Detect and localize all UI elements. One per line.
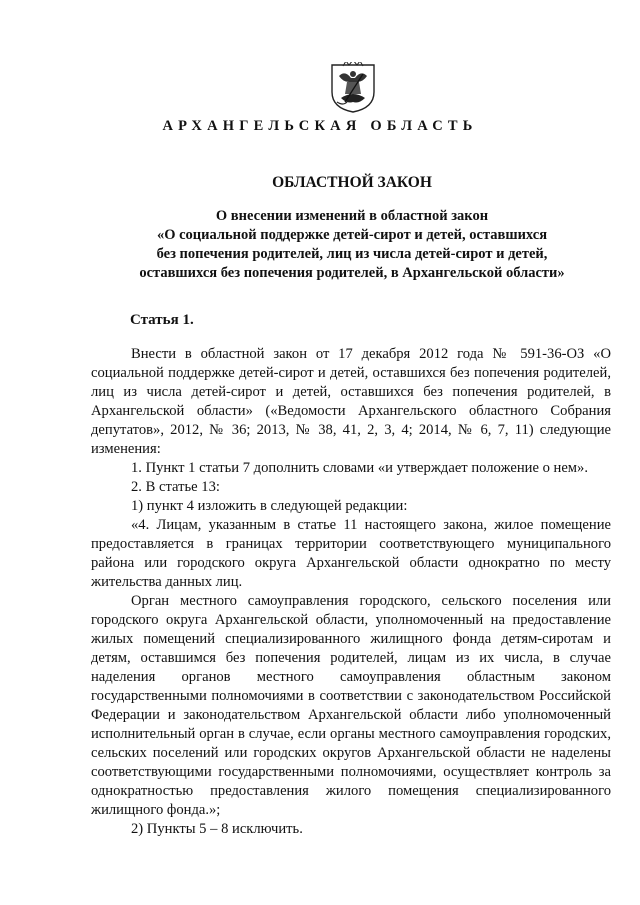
paragraph: 1) пункт 4 изложить в следующей редакции: (131, 498, 408, 514)
law-title-line: О внесении изменений в областной закон (215, 208, 489, 224)
paragraph: «4. Лицам, указанным в статье 11 настоящего закона, жилое помещение предоставляется в границах территории соответствующего муниципального района или городского округа Архангельской области однократно по месту жительства данных лиц. (91, 517, 611, 590)
law-type-heading: ОБЛАСТНОЙ ЗАКОН (272, 174, 432, 191)
paragraph: 1. Пункт 1 статьи 7 дополнить словами «и утверждает положение о нем». (131, 460, 588, 476)
paragraph: 2) Пункты 5 – 8 исключить. (131, 821, 303, 837)
paragraph: Орган местного самоуправления городского, сельского поселения или городского округа Архангельской области, уполномоченный на предоставление жилых помещений специализированного жилищного фонда детям-сиротам и детям, оставшимся без попечения родителей, лицам из их числа, в случае наделения органов местного самоуправления областным законом государственными полномочиями в соответствии с законодательством Российской Федерации и законодательством Архангельской области либо уполномоченный исполнительный орган в случае, если органы местного самоуправления городских, сельских поселений или городских округов Архангельской области не наделены соответствующими государственными полномочиями, осуществляет контроль за однократностью предоставления жилого помещения специализированного жилищного фонда.»; (91, 593, 611, 818)
paragraph: Внести в областной закон от 17 декабря 2012 года № 591-36-ОЗ «О социальной поддержке детей-сирот и детей, оставшихся без попечения родителей, лиц из числа детей-сирот и детей, оставшихся без попечения родителей, в Архангельской области» («Ведомости Архангельского областного Собрания депутатов», 2012, № 36; 2013, № 38, 41, 2, 3, 4; 2014, № 6, 7, 11) следующие изменения: (91, 346, 611, 457)
archangel-coat-of-arms-icon (329, 62, 377, 114)
law-title (0, 207, 640, 283)
paragraph: 2. В статье 13: (131, 479, 220, 495)
article-heading: Статья 1. (130, 312, 194, 328)
law-title-line: «О социальной поддержке детей-сирот и детей, оставшихся (156, 227, 548, 243)
region-name: АРХАНГЕЛЬСКАЯ ОБЛАСТЬ (162, 118, 478, 134)
law-title-line: без попечения родителей, лиц из числа детей-сирот и детей, (156, 246, 548, 262)
law-title-line: оставшихся без попечения родителей, в Архангельской области» (139, 265, 565, 281)
article-body (91, 345, 611, 839)
